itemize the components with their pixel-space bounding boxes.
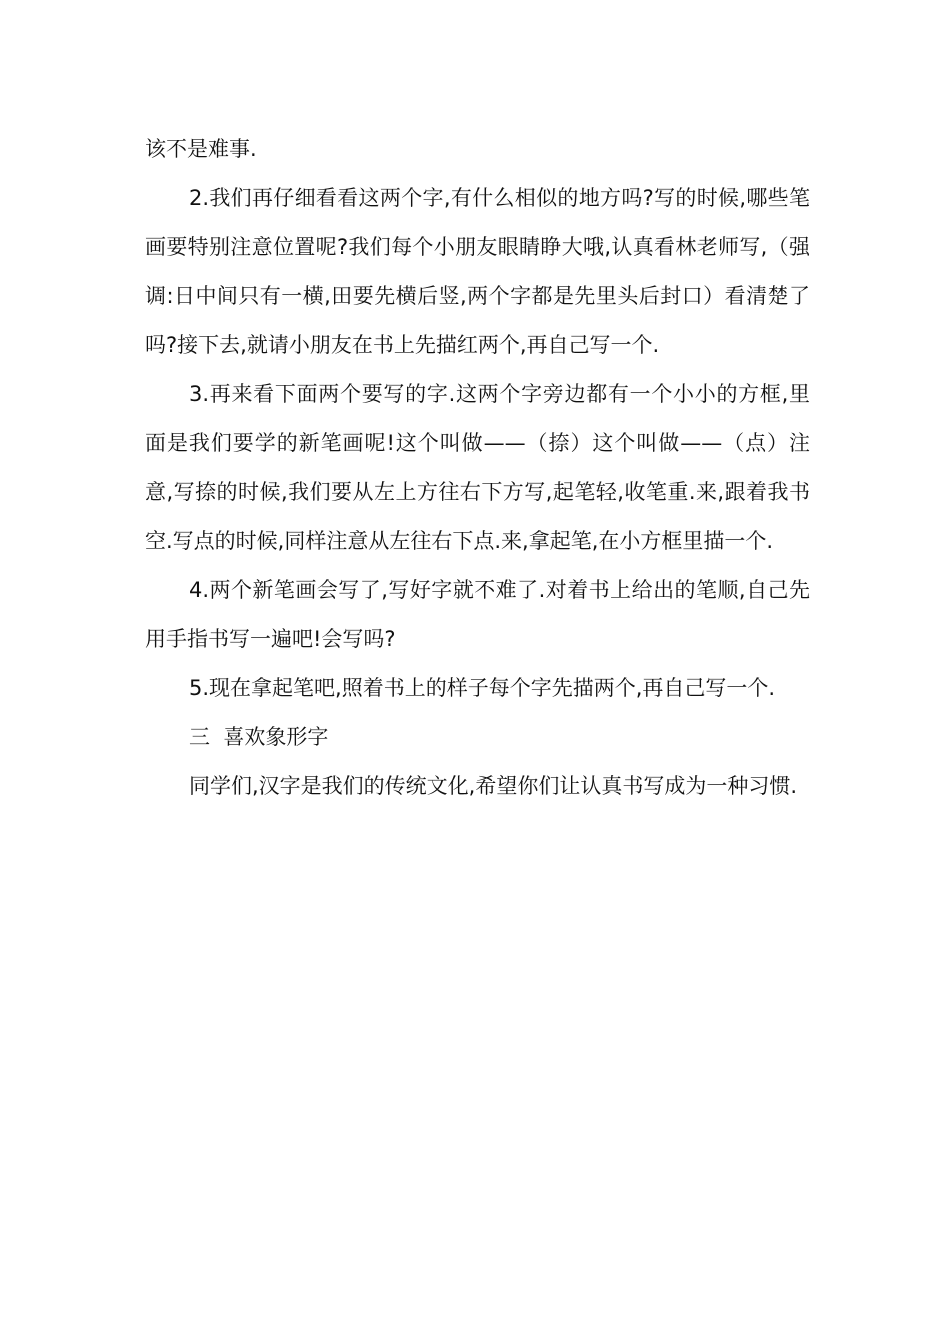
paragraph-continuation: 该不是难事. bbox=[145, 137, 257, 161]
paragraph-step-4: 4.两个新笔画会写了,写好字就不难了.对着书上给出的笔顺,自己先用手指书写一遍吧!会写吗? bbox=[145, 578, 810, 651]
paragraph-step-3: 3.再来看下面两个要写的字.这两个字旁边都有一个小小的方框,里面是我们要学的新笔画呢!这个叫做——（捺）这个叫做——（点）注意,写捺的时候,我们要从左上方往右下方写,起笔轻,收笔重.来,跟着我书空.写点的时候,同样注意从左往右下点.来,拿起笔,在小方框里描一个. bbox=[145, 382, 810, 553]
paragraph-closing: 同学们,汉字是我们的传统文化,希望你们让认真书写成为一种习惯. bbox=[189, 774, 798, 798]
paragraph-step-2: 2.我们再仔细看看这两个字,有什么相似的地方吗?写的时候,哪些笔画要特别注意位置呢?我们每个小朋友眼睛睁大哦,认真看林老师写,（强调:日中间只有一横,田要先横后竖,两个字都是先里头后封口）看清楚了吗?接下去,就请小朋友在书上先描红两个,再自己写一个. bbox=[145, 186, 810, 357]
paragraph-step-5: 5.现在拿起笔吧,照着书上的样子每个字先描两个,再自己写一个. bbox=[189, 676, 776, 700]
section-heading: 三 喜欢象形字 bbox=[189, 725, 329, 749]
document-body bbox=[145, 125, 810, 811]
